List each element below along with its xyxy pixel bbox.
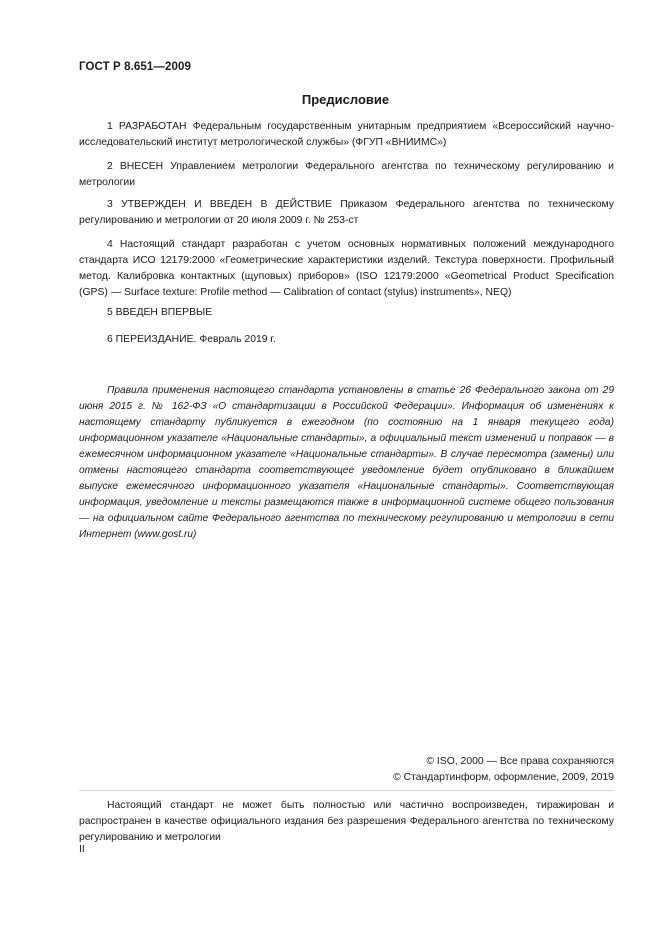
foreword-item-5: 5 ВВЕДЕН ВПЕРВЫЕ bbox=[107, 307, 213, 318]
divider bbox=[79, 790, 614, 791]
foreword-item-2: 2 ВНЕСЕН Управлением метрологии Федерального агентства по техническому регулированию и метрологии bbox=[79, 161, 614, 188]
foreword-item-3: 3 УТВЕРЖДЕН И ВВЕДЕН В ДЕЙСТВИЕ Приказом Федерального агентства по техническому регулированию и метрологии от 20 июля 2009 г. № 253-ст bbox=[79, 199, 614, 226]
foreword-item-4: 4 Настоящий стандарт разработан с учетом основных нормативных положений международного стандарта ИСО 12179:2000 «Геометрические характеристики изделий. Текстура поверхности. Профильный метод. Калибровка контактных (щуповых) приборов» (ISO 12179:2000 «Geometrical Product Specification (GPS) — Surface texture: Profile method — Calibration of contact (stylus) instruments», NEQ) bbox=[79, 239, 614, 298]
document-id-header: ГОСТ Р 8.651—2009 bbox=[79, 61, 191, 73]
foreword-item-6: 6 ПЕРЕИЗДАНИЕ. Февраль 2019 г. bbox=[107, 334, 276, 345]
iso-copyright: © ISO, 2000 — Все права сохраняются bbox=[426, 756, 614, 767]
page-number: II bbox=[79, 844, 85, 855]
foreword-item-1: 1 РАЗРАБОТАН Федеральным государственным унитарным предприятием «Всероссийский научно-исследовательский институт метрологической службы» (ФГУП «ВНИИМС») bbox=[79, 121, 614, 148]
page-title: Предисловие bbox=[301, 92, 390, 107]
application-rules-note: Правила применения настоящего стандарта установлены в статье 26 Федерального закона от 29 июня 2015 г. № 162-ФЗ «О стандартизации в Российской Федерации». Информация об изменениях к настоящему стандарту публикуется в ежегодном (по состоянию на 1 января текущего года) информационном указателе «Национальные стандарты», а официальный текст изменений и поправок — в ежемесячном информационном указателе «Национальные стандарты». В случае пересмотра (замены) или отмены настоящего стандарта соответствующее уведомление будет опубликовано в ближайшем выпуске ежемесячного информационного указателя «Национальные стандарты». Соответствующая информация, уведомление и тексты размещаются также в информационной системе общего пользования — на официальном сайте Федерального агентства по техническому регулированию и метрологии в сети Интернет (www.gost.ru) bbox=[79, 385, 614, 540]
standartinform-copyright: © Стандартинформ, оформление, 2009, 2019 bbox=[393, 772, 614, 783]
reproduction-notice: Настоящий стандарт не может быть полностью или частично воспроизведен, тиражирован и распространен в качестве официального издания без разрешения Федерального агентства по техническому регулированию и метрологии bbox=[79, 800, 614, 843]
